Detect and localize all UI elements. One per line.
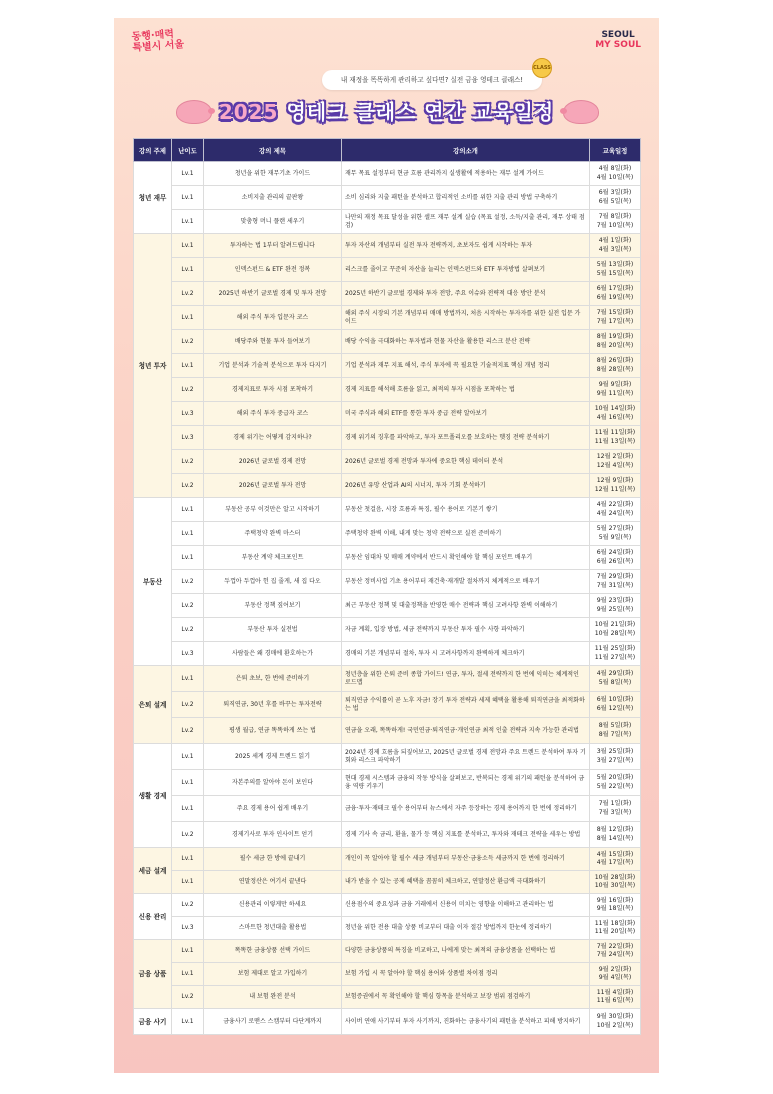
schedule-date-2: 6월 26일(목) bbox=[596, 557, 634, 565]
description-cell: 기업 분석과 재무 지표 해석, 주식 투자에 꼭 필요한 기술적지표 핵심 개념 정리 bbox=[342, 354, 590, 378]
description-cell: 미국 주식과 해외 ETF를 통한 투자 중급 전략 알아보기 bbox=[342, 402, 590, 426]
schedule-date-2: 8월 7일(목) bbox=[598, 730, 632, 738]
header-level: 난이도 bbox=[172, 139, 204, 162]
schedule-date-2: 11월 13일(목) bbox=[594, 437, 636, 445]
schedule-cell bbox=[590, 162, 641, 186]
level-cell: Lv.1 bbox=[172, 770, 204, 796]
title-cell: 2025 세계 경제 트렌드 읽기 bbox=[204, 744, 342, 770]
schedule-date-2: 9월 18일(목) bbox=[596, 905, 634, 912]
schedule-date-1: 12월 2일(화) bbox=[596, 453, 634, 460]
description-cell: 경매의 기본 개념부터 절차, 투자 시 고려사항까지 완벽하게 체크하기 bbox=[342, 642, 590, 666]
level-cell: Lv.2 bbox=[172, 618, 204, 642]
level-cell: Lv.1 bbox=[172, 234, 204, 258]
schedule-date-1: 9월 23일(화) bbox=[596, 597, 634, 604]
description-cell: 경제 지표를 해석해 흐름을 읽고, 최적의 투자 시점을 포착하는 법 bbox=[342, 378, 590, 402]
table-row bbox=[134, 186, 641, 210]
coin-icon: CLASS bbox=[532, 58, 552, 78]
title-cell: 금융사기 로맨스 스캠부터 다단계까지 bbox=[204, 1009, 342, 1035]
schedule-cell bbox=[590, 546, 641, 570]
description-cell: 2026년 글로벌 경제 전망과 투자에 중요한 핵심 데이터 분석 bbox=[342, 450, 590, 474]
table-row bbox=[134, 894, 641, 917]
header-topic: 강의 주제 bbox=[134, 139, 172, 162]
table-row bbox=[134, 258, 641, 282]
schedule-date-2: 7월 24일(목) bbox=[596, 951, 634, 958]
schedule-cell bbox=[590, 894, 641, 917]
category-cell: 청년 투자 bbox=[134, 234, 172, 498]
schedule-date-2: 11월 27일(목) bbox=[594, 653, 636, 661]
schedule-date-1: 6월 3일(화) bbox=[598, 189, 632, 196]
schedule-date-2: 9월 11일(목) bbox=[596, 389, 634, 397]
description-cell: 부동산 첫걸음, 시장 흐름과 특징, 필수 용어로 기본기 쌓기 bbox=[342, 498, 590, 522]
table-row bbox=[134, 618, 641, 642]
schedule-cell bbox=[590, 692, 641, 718]
schedule-date-2: 7월 31일(목) bbox=[596, 581, 634, 589]
schedule-date-1: 3월 25일(화) bbox=[596, 748, 634, 755]
schedule-cell bbox=[590, 594, 641, 618]
level-cell: Lv.3 bbox=[172, 402, 204, 426]
header-schedule: 교육일정 bbox=[590, 139, 641, 162]
schedule-cell bbox=[590, 306, 641, 330]
schedule-date-1: 7월 1일(화) bbox=[598, 800, 632, 807]
schedule-cell bbox=[590, 718, 641, 744]
title-cell: 2026년 글로벌 경제 전망 bbox=[204, 450, 342, 474]
level-cell: Lv.2 bbox=[172, 378, 204, 402]
table-row bbox=[134, 642, 641, 666]
schedule-date-1: 7월 29일(화) bbox=[596, 573, 634, 580]
schedule-date-2: 5월 9일(목) bbox=[598, 533, 632, 541]
title-cell: 필수 세금 한 방에 끝내기 bbox=[204, 848, 342, 871]
page-title bbox=[114, 96, 659, 125]
description-cell: 투자 자산의 개념부터 실전 투자 전략까지, 초보자도 쉽게 시작하는 투자 bbox=[342, 234, 590, 258]
schedule-cell bbox=[590, 848, 641, 871]
level-cell: Lv.2 bbox=[172, 474, 204, 498]
table-row bbox=[134, 378, 641, 402]
title-cell: 맞춤형 머니 플랜 세우기 bbox=[204, 210, 342, 234]
description-cell: 2026년 유망 산업과 AI의 시너지, 투자 기회 분석하기 bbox=[342, 474, 590, 498]
schedule-date-1: 9월 2일(화) bbox=[598, 965, 632, 973]
category-cell: 세금 설계 bbox=[134, 848, 172, 894]
title-cell: 두껍아 두껍아 헌 집 줄게, 새 집 다오 bbox=[204, 570, 342, 594]
table-row bbox=[134, 796, 641, 822]
description-cell: 경제 기사 속 금리, 환율, 물가 등 핵심 지표를 분석하고, 투자와 재테크 전략을 세우는 방법 bbox=[342, 822, 590, 848]
schedule-date-1: 6월 10일(화) bbox=[596, 696, 634, 703]
schedule-date-2: 7월 17일(목) bbox=[596, 317, 634, 325]
table-row bbox=[134, 426, 641, 450]
description-cell: 2024년 경제 흐름을 되짚어보고, 2025년 글로벌 경제 전망과 주요 트렌드 분석하여 투자 기회와 리스크 파악하기 bbox=[342, 744, 590, 770]
schedule-date-1: 11월 4일(화) bbox=[596, 988, 634, 996]
table-row bbox=[134, 963, 641, 986]
level-cell: Lv.1 bbox=[172, 963, 204, 986]
description-cell: 자금 계획, 입장 방법, 세금 전략까지 부동산 투자 필수 사항 파악하기 bbox=[342, 618, 590, 642]
schedule-cell bbox=[590, 354, 641, 378]
schedule-date-1: 4월 29일(화) bbox=[596, 670, 634, 677]
schedule-date-2: 4월 3일(목) bbox=[598, 245, 632, 253]
title-cell: 배당주와 현물 투자 들여보기 bbox=[204, 330, 342, 354]
description-cell: 해외 주식 시장의 기본 개념부터 매매 방법까지, 처음 시작하는 투자자를 위한 실전 입문 가이드 bbox=[342, 306, 590, 330]
schedule-date-2: 8월 14일(목) bbox=[596, 834, 634, 842]
logo-left-line1: 동행·매력 bbox=[131, 28, 175, 43]
category-cell: 금융 상품 bbox=[134, 940, 172, 1009]
title-cell: 해외 주식 투자 입문자 코스 bbox=[204, 306, 342, 330]
schedule-cell bbox=[590, 330, 641, 354]
title-cell: 청년을 위한 재무기초 가이드 bbox=[204, 162, 342, 186]
description-cell: 사이버 연애 사기부터 투자 사기까지, 진화하는 금융사기의 패턴을 분석하고 피해 방지하기 bbox=[342, 1009, 590, 1035]
title-cell: 경제지표로 투자 시점 포착하기 bbox=[204, 378, 342, 402]
schedule-date-2: 7월 3일(목) bbox=[598, 808, 632, 816]
level-cell: Lv.3 bbox=[172, 642, 204, 666]
table-row bbox=[134, 594, 641, 618]
schedule-date-2: 5월 15일(목) bbox=[596, 269, 634, 277]
table-row bbox=[134, 330, 641, 354]
title-cell: 기업 분석과 기술적 분석으로 투자 다지기 bbox=[204, 354, 342, 378]
description-cell: 2025년 하반기 글로벌 경제와 투자 전망, 주요 이슈와 전략적 대응 방안 분석 bbox=[342, 282, 590, 306]
schedule-cell bbox=[590, 474, 641, 498]
schedule-cell bbox=[590, 282, 641, 306]
schedule-cell bbox=[590, 796, 641, 822]
schedule-date-1: 4월 8일(화) bbox=[598, 165, 632, 172]
schedule-date-1: 6월 17일(화) bbox=[596, 285, 634, 292]
schedule-date-1: 10월 21일(화) bbox=[594, 621, 636, 628]
schedule-cell bbox=[590, 522, 641, 546]
schedule-date-1: 7월 15일(화) bbox=[596, 309, 634, 316]
seoul-slogan-logo bbox=[131, 28, 184, 54]
description-cell: 배당 수익을 극대화하는 투자법과 현물 자산을 활용한 리스크 분산 전략 bbox=[342, 330, 590, 354]
table-row bbox=[134, 450, 641, 474]
schedule-cell bbox=[590, 744, 641, 770]
schedule-date-2: 6월 5일(목) bbox=[598, 197, 632, 205]
schedule-date-1: 10월 14일(화) bbox=[594, 405, 636, 412]
description-cell: 연금을 오래, 똑똑하게! 국민연금·퇴직연금·개인연금 최적 인출 전략과 지속 가능한 관리법 bbox=[342, 718, 590, 744]
schedule-date-1: 5월 27일(화) bbox=[596, 525, 634, 532]
level-cell: Lv.1 bbox=[172, 162, 204, 186]
description-cell: 금융·투자·재테크 필수 용어부터 뉴스에서 자주 등장하는 경제 용어까지 한 번에 정리하기 bbox=[342, 796, 590, 822]
level-cell: Lv.1 bbox=[172, 522, 204, 546]
description-cell: 신용점수의 중요성과 금융 거래에서 신용이 미치는 영향을 이해하고 관리하는 법 bbox=[342, 894, 590, 917]
title-cell: 퇴직연금, 30년 후를 바꾸는 투자전략 bbox=[204, 692, 342, 718]
schedule-date-1: 4월 1일(화) bbox=[598, 237, 632, 244]
level-cell: Lv.1 bbox=[172, 666, 204, 692]
table-header-row bbox=[134, 139, 641, 162]
schedule-date-2: 4월 10일(목) bbox=[596, 173, 634, 181]
schedule-date-1: 9월 16일(화) bbox=[596, 896, 634, 904]
title-cell: 2026년 글로벌 투자 전망 bbox=[204, 474, 342, 498]
schedule-date-2: 12월 4일(목) bbox=[596, 461, 634, 469]
table-row bbox=[134, 917, 641, 940]
title-cell: 부동산 공부 이것만은 알고 시작하기 bbox=[204, 498, 342, 522]
schedule-date-1: 9월 30일(화) bbox=[596, 1013, 634, 1020]
category-cell: 생활 경제 bbox=[134, 744, 172, 848]
description-cell: 리스크를 줄이고 꾸준히 자산을 늘리는 인덱스펀드와 ETF 투자방법 살펴보기 bbox=[342, 258, 590, 282]
description-cell: 청년을 위한 전용 대출 상품 비교부터 대출 이자 절감 방법까지 한눈에 정리하기 bbox=[342, 917, 590, 940]
description-cell: 청년층을 위한 은퇴 준비 종합 가이드! 연금, 투자, 절세 전략까지 한 번에 익히는 체계적인 로드맵 bbox=[342, 666, 590, 692]
title-text: 영테크 클래스 연간 교육일정 bbox=[286, 100, 555, 124]
title-cell: 부동산 정책 짚어보기 bbox=[204, 594, 342, 618]
category-cell: 청년 재무 bbox=[134, 162, 172, 234]
description-cell: 최근 부동산 정책 및 대출정책을 반영한 매수 전략과 핵심 고려사항 완벽 이해하기 bbox=[342, 594, 590, 618]
title-cell: 신용관리 이렇게만 하세요 bbox=[204, 894, 342, 917]
table-row bbox=[134, 1009, 641, 1035]
table-row bbox=[134, 522, 641, 546]
title-cell: 투자하는 법 1부터 알려드립니다 bbox=[204, 234, 342, 258]
title-cell: 사람들은 왜 경매에 환호하는가 bbox=[204, 642, 342, 666]
title-year: 2025 bbox=[218, 100, 279, 124]
table-body bbox=[134, 162, 641, 1035]
level-cell: Lv.2 bbox=[172, 282, 204, 306]
level-cell: Lv.1 bbox=[172, 940, 204, 963]
title-cell: 부동산 계약 체크포인트 bbox=[204, 546, 342, 570]
level-cell: Lv.2 bbox=[172, 450, 204, 474]
table-row bbox=[134, 718, 641, 744]
level-cell: Lv.1 bbox=[172, 306, 204, 330]
table-row bbox=[134, 744, 641, 770]
title-cell: 내 보험 완전 분석 bbox=[204, 986, 342, 1009]
title-cell: 평생 월급, 연금 똑똑하게 쓰는 법 bbox=[204, 718, 342, 744]
schedule-date-2: 6월 19일(목) bbox=[596, 293, 634, 301]
level-cell: Lv.3 bbox=[172, 426, 204, 450]
table-row bbox=[134, 666, 641, 692]
level-cell: Lv.1 bbox=[172, 546, 204, 570]
table-row bbox=[134, 402, 641, 426]
schedule-date-2: 4월 16일(목) bbox=[596, 413, 634, 421]
title-cell: 2025년 하반기 글로벌 경제 및 투자 전망 bbox=[204, 282, 342, 306]
schedule-date-2: 4월 24일(목) bbox=[596, 509, 634, 517]
table-row bbox=[134, 940, 641, 963]
schedule-table bbox=[133, 138, 641, 1035]
schedule-date-1: 7월 8일(화) bbox=[598, 213, 632, 220]
schedule-cell bbox=[590, 917, 641, 940]
level-cell: Lv.2 bbox=[172, 894, 204, 917]
schedule-date-1: 5월 20일(화) bbox=[596, 774, 634, 781]
description-cell: 내가 받을 수 있는 공제 혜택을 꼼꼼히 체크하고, 연말정산 환급액 극대화하기 bbox=[342, 871, 590, 894]
schedule-date-2: 3월 27일(목) bbox=[596, 756, 634, 764]
description-cell: 부동산 임대차 및 매매 계약에서 반드시 확인해야 할 핵심 포인트 배우기 bbox=[342, 546, 590, 570]
schedule-date-2: 10월 30일(목) bbox=[594, 882, 636, 889]
level-cell: Lv.1 bbox=[172, 848, 204, 871]
table-row bbox=[134, 474, 641, 498]
category-cell: 은퇴 설계 bbox=[134, 666, 172, 744]
table-row bbox=[134, 306, 641, 330]
schedule-date-2: 12월 11일(목) bbox=[594, 485, 636, 493]
schedule-cell bbox=[590, 570, 641, 594]
schedule-date-2: 6월 12일(목) bbox=[596, 704, 634, 712]
logo-right-line2: MY SOUL bbox=[595, 40, 641, 50]
title-cell: 자본주의를 알아야 돈이 보인다 bbox=[204, 770, 342, 796]
level-cell: Lv.2 bbox=[172, 822, 204, 848]
schedule-date-2: 7월 10일(목) bbox=[596, 221, 634, 229]
schedule-cell bbox=[590, 402, 641, 426]
schedule-date-2: 8월 28일(목) bbox=[596, 365, 634, 373]
title-cell: 소비지출 관리의 끝판왕 bbox=[204, 186, 342, 210]
schedule-date-1: 6월 24일(화) bbox=[596, 549, 634, 556]
schedule-date-2: 8월 20일(목) bbox=[596, 341, 634, 349]
schedule-date-1: 11월 11일(화) bbox=[594, 429, 636, 436]
schedule-cell bbox=[590, 1009, 641, 1035]
schedule-cell bbox=[590, 234, 641, 258]
level-cell: Lv.3 bbox=[172, 917, 204, 940]
schedule-cell bbox=[590, 666, 641, 692]
level-cell: Lv.1 bbox=[172, 796, 204, 822]
schedule-cell bbox=[590, 378, 641, 402]
schedule-date-2: 10월 28일(목) bbox=[594, 629, 636, 637]
schedule-date-1: 8월 5일(화) bbox=[598, 722, 632, 729]
schedule-date-1: 5월 13일(화) bbox=[596, 261, 634, 268]
schedule-cell bbox=[590, 642, 641, 666]
schedule-date-1: 7월 22일(화) bbox=[596, 942, 634, 950]
title-cell: 부동산 투자 실전법 bbox=[204, 618, 342, 642]
table-row bbox=[134, 770, 641, 796]
level-cell: Lv.2 bbox=[172, 594, 204, 618]
schedule-date-2: 4월 17일(목) bbox=[596, 859, 634, 866]
schedule-date-1: 8월 19일(화) bbox=[596, 333, 634, 340]
speech-bubble: 내 재정을 똑똑하게 관리하고 싶다면? 실전 금융 영테크 클래스! bbox=[322, 70, 542, 90]
table-row bbox=[134, 848, 641, 871]
description-cell: 부동산 정비사업 기초 용어부터 재건축·재개발 절차까지 체계적으로 배우기 bbox=[342, 570, 590, 594]
description-cell: 보험 가입 시 꼭 알아야 할 핵심 용어와 상품별 차이점 정리 bbox=[342, 963, 590, 986]
table-row bbox=[134, 986, 641, 1009]
level-cell: Lv.1 bbox=[172, 210, 204, 234]
schedule-date-1: 11월 25일(화) bbox=[594, 645, 636, 652]
schedule-date-1: 9월 9일(화) bbox=[598, 381, 632, 388]
level-cell: Lv.2 bbox=[172, 330, 204, 354]
description-cell: 퇴직연금 수익률이 곧 노후 자금! 장기 투자 전략과 세제 혜택을 활용해 퇴직연금을 최적화하는 법 bbox=[342, 692, 590, 718]
table-row bbox=[134, 210, 641, 234]
table-row bbox=[134, 570, 641, 594]
title-cell: 똑똑한 금융상품 선택 가이드 bbox=[204, 940, 342, 963]
title-cell: 해외 주식 투자 중급자 코스 bbox=[204, 402, 342, 426]
schedule-date-2: 5월 22일(목) bbox=[596, 782, 634, 790]
level-cell: Lv.2 bbox=[172, 692, 204, 718]
title-cell: 스마트한 청년대출 활용법 bbox=[204, 917, 342, 940]
level-cell: Lv.2 bbox=[172, 986, 204, 1009]
description-cell: 소비 심리와 지출 패턴을 분석하고 합리적인 소비를 위한 지출 관리 방법 구축하기 bbox=[342, 186, 590, 210]
schedule-cell bbox=[590, 186, 641, 210]
schedule-date-1: 12월 9일(화) bbox=[596, 477, 634, 484]
level-cell: Lv.2 bbox=[172, 570, 204, 594]
schedule-cell bbox=[590, 426, 641, 450]
schedule-cell bbox=[590, 618, 641, 642]
description-cell: 보험증권에서 꼭 확인해야 할 핵심 항목을 분석하고 보장 범위 점검하기 bbox=[342, 986, 590, 1009]
header-description: 강의소개 bbox=[342, 139, 590, 162]
table-row bbox=[134, 498, 641, 522]
description-cell: 개인이 꼭 알아야 할 필수 세금 개념부터 부동산·금융소득 세금까지 한 번에 정리하기 bbox=[342, 848, 590, 871]
level-cell: Lv.2 bbox=[172, 718, 204, 744]
description-cell: 경제 위기의 징후를 파악하고, 투자 포트폴리오를 보호하는 헷징 전략 분석하기 bbox=[342, 426, 590, 450]
schedule-cell bbox=[590, 822, 641, 848]
level-cell: Lv.1 bbox=[172, 258, 204, 282]
logo-right-line1: SEOUL bbox=[601, 30, 635, 40]
table-row bbox=[134, 234, 641, 258]
level-cell: Lv.1 bbox=[172, 354, 204, 378]
schedule-date-1: 4월 15일(화) bbox=[596, 850, 634, 858]
schedule-date-1: 11월 18일(화) bbox=[594, 919, 636, 927]
schedule-cell bbox=[590, 986, 641, 1009]
category-cell: 신용 관리 bbox=[134, 894, 172, 940]
title-cell: 연말정산은 여기서 끝낸다 bbox=[204, 871, 342, 894]
description-cell: 다양한 금융상품의 특징을 비교하고, 나에게 맞는 최적의 금융상품을 선택하는 법 bbox=[342, 940, 590, 963]
poster bbox=[114, 18, 659, 1073]
category-cell: 금융 사기 bbox=[134, 1009, 172, 1035]
schedule-cell bbox=[590, 940, 641, 963]
description-cell: 현대 경제 시스템과 금융의 작동 방식을 살펴보고, 반복되는 경제 위기의 패턴을 분석하여 금융 역량 키우기 bbox=[342, 770, 590, 796]
description-cell: 주택청약 완벽 이해, 내게 맞는 청약 전략으로 실전 준비하기 bbox=[342, 522, 590, 546]
schedule-cell bbox=[590, 770, 641, 796]
title-cell: 주택청약 완벽 마스터 bbox=[204, 522, 342, 546]
table-row bbox=[134, 546, 641, 570]
schedule-date-2: 9월 4일(목) bbox=[598, 974, 632, 981]
seoul-my-soul-logo bbox=[595, 30, 641, 50]
level-cell: Lv.1 bbox=[172, 498, 204, 522]
schedule-cell bbox=[590, 210, 641, 234]
schedule-date-1: 10월 28일(화) bbox=[594, 873, 636, 881]
title-cell: 인덱스펀드 & ETF 완전 정복 bbox=[204, 258, 342, 282]
level-cell: Lv.1 bbox=[172, 871, 204, 894]
schedule-date-2: 5월 8일(목) bbox=[598, 678, 632, 686]
schedule-date-1: 8월 12일(화) bbox=[596, 826, 634, 833]
schedule-cell bbox=[590, 258, 641, 282]
schedule-date-2: 9월 25일(목) bbox=[596, 605, 634, 613]
table-row bbox=[134, 162, 641, 186]
table-row bbox=[134, 282, 641, 306]
table-row bbox=[134, 354, 641, 378]
schedule-cell bbox=[590, 963, 641, 986]
schedule-cell bbox=[590, 498, 641, 522]
table-row bbox=[134, 871, 641, 894]
level-cell: Lv.1 bbox=[172, 1009, 204, 1035]
level-cell: Lv.1 bbox=[172, 186, 204, 210]
table-row bbox=[134, 822, 641, 848]
title-cell: 주요 경제 용어 쉽게 배우기 bbox=[204, 796, 342, 822]
description-cell: 나만의 재정 목표 달성을 위한 셀프 재무 설계 실습 (목표 설정, 소득/지출 관리, 재무 상태 점검) bbox=[342, 210, 590, 234]
table-row bbox=[134, 692, 641, 718]
title-cell: 경제기사로 투자 인사이트 얻기 bbox=[204, 822, 342, 848]
schedule-cell bbox=[590, 450, 641, 474]
schedule-date-2: 11월 6일(목) bbox=[596, 997, 634, 1004]
schedule-date-2: 10월 2일(목) bbox=[596, 1021, 634, 1029]
level-cell: Lv.1 bbox=[172, 744, 204, 770]
title-cell: 경제 위기는 어떻게 감지하나? bbox=[204, 426, 342, 450]
schedule-date-1: 8월 26일(화) bbox=[596, 357, 634, 364]
description-cell: 재무 목표 설정부터 현금 흐름 관리까지 실생활에 적용하는 재무 설계 가이드 bbox=[342, 162, 590, 186]
header-title: 강의 제목 bbox=[204, 139, 342, 162]
category-cell: 부동산 bbox=[134, 498, 172, 666]
title-cell: 은퇴 초보, 한 번에 준비하기 bbox=[204, 666, 342, 692]
schedule-date-1: 4월 22일(화) bbox=[596, 501, 634, 508]
title-cell: 보험 제대로 알고 가입하기 bbox=[204, 963, 342, 986]
logo-left-line2: 특별시 서울 bbox=[132, 39, 185, 54]
schedule-date-2: 11월 20일(목) bbox=[594, 928, 636, 935]
schedule-cell bbox=[590, 871, 641, 894]
